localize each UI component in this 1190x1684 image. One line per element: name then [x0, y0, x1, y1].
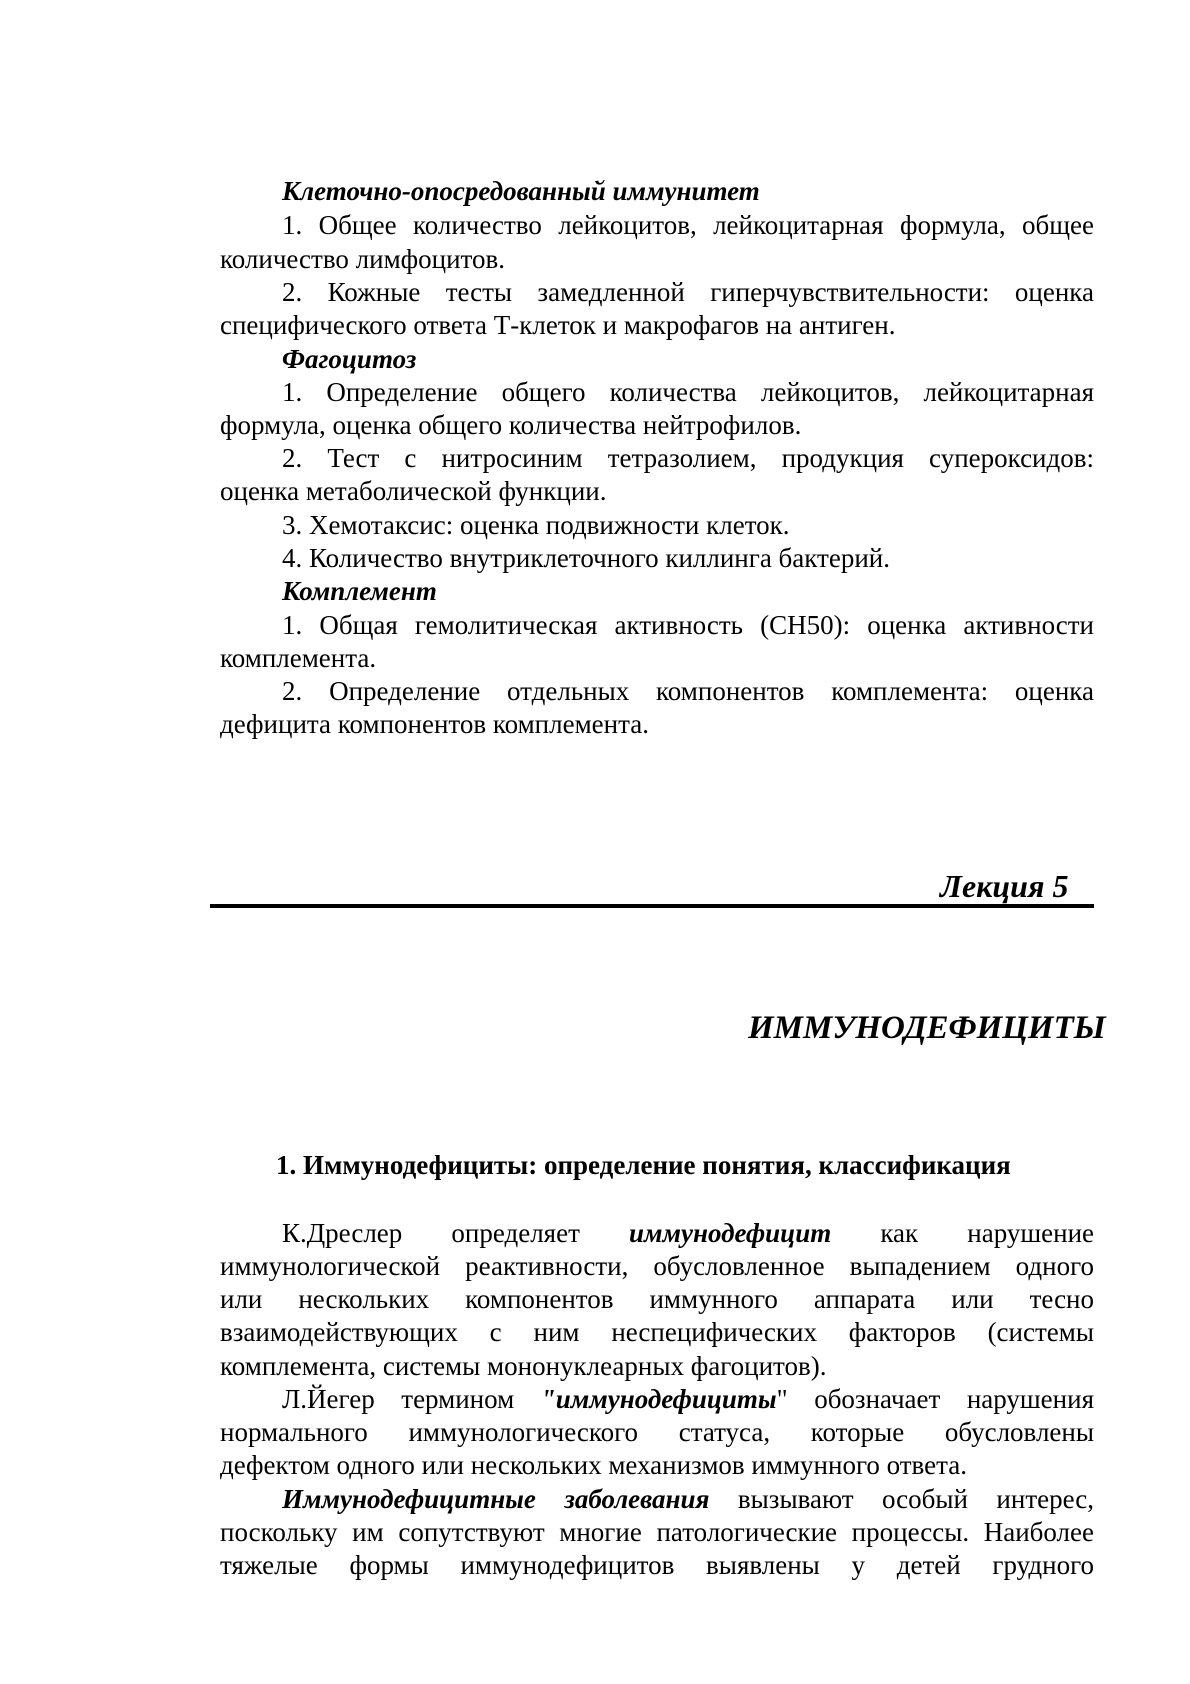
term-immunodeficit-diseases: Иммунодефицитные заболевания	[282, 1484, 710, 1514]
phago-item2-line1: 2. Тест с нитросиним тетразолием, продукция супероксидов:	[282, 443, 1094, 473]
phago-item1-line1: 1. Определение общего количества лейкоцитов, лейкоцитарная	[282, 377, 1094, 407]
p2-line1-a: Л.Йегер термином	[282, 1384, 541, 1414]
section-title: 1. Иммунодефициты: определение понятия, классификация	[276, 1150, 1011, 1180]
p2-line2: нормального иммунологического статуса, которые обусловлены	[220, 1417, 1094, 1447]
page-title: ИММУНОДЕФИЦИТЫ	[748, 1010, 1106, 1046]
p2-line3: дефектом одного или нескольких механизмов иммунного ответа.	[220, 1450, 967, 1480]
compl-item1-line2: комплемента.	[220, 643, 377, 673]
heading-phagocytosis: Фагоцитоз	[282, 344, 417, 374]
cell-item2-line2: специфического ответа Т-клеток и макрофагов на антиген.	[220, 310, 896, 340]
p1-line4: взаимодействующих с ним неспецифических факторов (системы	[220, 1317, 1094, 1347]
p3-line1	[282, 1482, 1094, 1516]
phago-item2-line2: оценка метаболической функции.	[220, 476, 607, 506]
p3-line3: тяжелые формы иммунодефицитов выявлены у детей грудного	[220, 1550, 1094, 1580]
p1-line1-b: как нарушение	[831, 1218, 1095, 1248]
p3-line1-b: вызывают особый интерес,	[709, 1484, 1094, 1514]
p1-line2: иммунологической реактивности, обусловленное выпадением одного	[220, 1251, 1094, 1281]
phago-item4: 4. Количество внутриклеточного киллинга бактерий.	[282, 543, 890, 573]
phago-item3: 3. Хемотаксис: оценка подвижности клеток.	[282, 510, 790, 540]
compl-item2-line1: 2. Определение отдельных компонентов комплемента: оценка	[282, 676, 1094, 706]
term-immunodeficits: "иммунодефициты	[540, 1384, 777, 1414]
heading-complement: Комплемент	[282, 576, 437, 606]
lecture-divider	[210, 904, 1094, 908]
p1-line5: комплемента, системы мононуклеарных фагоцитов).	[220, 1351, 827, 1381]
compl-item1-line1: 1. Общая гемолитическая активность (СН50): оценка активности	[282, 610, 1094, 640]
p1-line3: или нескольких компонентов иммунного аппарата или тесно	[220, 1284, 1094, 1314]
phago-item1-line2: формула, оценка общего количества нейтрофилов.	[220, 410, 802, 440]
p1-line1	[282, 1216, 1094, 1250]
p2-line1	[282, 1382, 1094, 1416]
p3-line2: поскольку им сопутствуют многие патологические процессы. Наиболее	[220, 1517, 1094, 1547]
lecture-label: Лекция 5	[940, 868, 1069, 904]
cell-item1-line1: 1. Общее количество лейкоцитов, лейкоцитарная формула, общее	[282, 210, 1094, 240]
heading-cell-immunity: Клеточно-опосредованный иммунитет	[282, 176, 760, 206]
term-immunodeficit: иммунодефицит	[629, 1218, 832, 1248]
compl-item2-line2: дефицита компонентов комплемента.	[220, 709, 649, 739]
cell-item1-line2: количество лимфоцитов.	[220, 244, 505, 274]
p2-line1-b: " обозначает нарушения	[776, 1384, 1094, 1414]
cell-item2-line1: 2. Кожные тесты замедленной гиперчувствительности: оценка	[282, 277, 1094, 307]
p1-line1-a: К.Дреслер определяет	[282, 1218, 629, 1248]
